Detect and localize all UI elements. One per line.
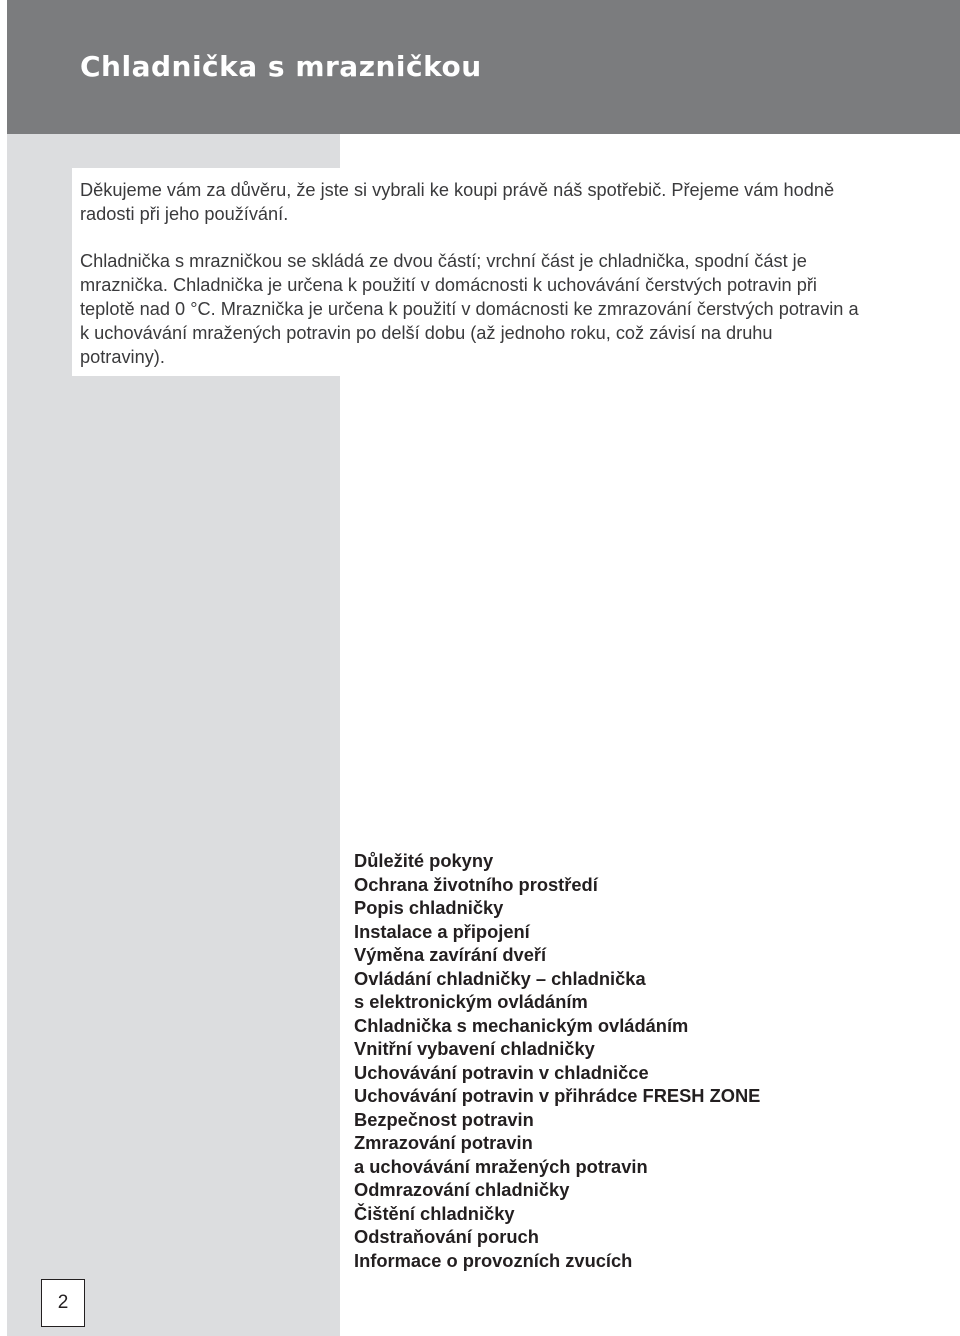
toc-item[interactable]: a uchovávání mražených potravin bbox=[354, 1155, 648, 1177]
toc-item[interactable]: Chladnička s mechanickým ovládáním bbox=[354, 1014, 689, 1036]
toc-item[interactable]: s elektronickým ovládáním bbox=[354, 991, 588, 1012]
toc-item[interactable]: Popis chladničky bbox=[354, 897, 504, 918]
toc-item[interactable]: Uchovávání potravin v přihrádce FRESH ZONE bbox=[354, 1085, 761, 1106]
toc-item[interactable]: Vnitřní vybavení chladničky bbox=[354, 1038, 595, 1059]
toc-item[interactable]: Odmrazování chladničky bbox=[354, 1179, 570, 1200]
page-number: 2 bbox=[41, 1279, 85, 1327]
intro-paragraph-1: Děkujeme vám za důvěru, že jste si vybrali ke koupi právě náš spotřebič. Přejeme vám hodně radosti při jeho používání. bbox=[80, 180, 835, 224]
toc-item[interactable]: Instalace a připojení bbox=[354, 920, 530, 942]
toc-item[interactable]: Zmrazování potravin bbox=[354, 1132, 533, 1153]
toc-item[interactable]: Výměna zavírání dveří bbox=[354, 944, 547, 965]
intro-paragraph-2: Chladnička s mrazničkou se skládá ze dvou částí; vrchní část je chladnička, spodní část je mraznička. Chladnička je určena k použití v domácnosti k uchovávání čerstvých potravin při teplotě nad 0 °C. Mraznička je určena k použití v domácnosti ke zmrazování čerstvých potravin a k uchovávání mražených potravin po delší dobu (až jednoho roku, což závisí na druhu potraviny). bbox=[80, 251, 859, 367]
page-title: Chladnička s mrazničkou bbox=[80, 50, 482, 83]
table-of-contents bbox=[354, 849, 914, 1272]
toc-item[interactable]: Bezpečnost potravin bbox=[354, 1108, 534, 1130]
toc-item[interactable]: Ochrana životního prostředí bbox=[354, 873, 598, 895]
toc-item[interactable]: Důležité pokyny bbox=[354, 850, 494, 871]
toc-item[interactable]: Uchovávání potravin v chladničce bbox=[354, 1061, 649, 1083]
toc-item[interactable]: Čištění chladničky bbox=[354, 1202, 515, 1224]
toc-item[interactable]: Ovládání chladničky – chladnička bbox=[354, 967, 646, 989]
toc-item[interactable]: Odstraňování poruch bbox=[354, 1226, 539, 1247]
toc-item[interactable]: Informace o provozních zvucích bbox=[354, 1249, 633, 1271]
